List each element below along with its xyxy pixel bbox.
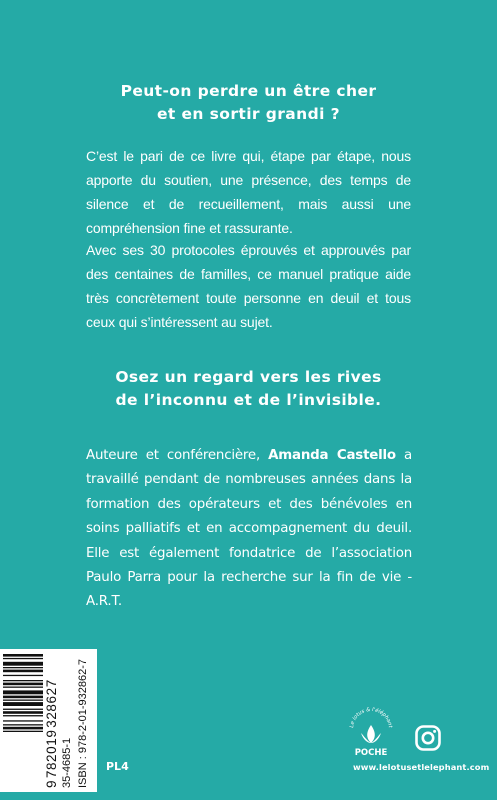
isbn-label: ISBN : 978-2-01-932862-7 [77,658,89,788]
publisher-label: POCHE [354,748,388,758]
publisher-arc-text: Le lotus & l'éléphant [349,706,393,729]
barcode-bars [3,653,43,787]
top-headline-line-2: et en sortir grandi ? [157,105,340,123]
barcode-code: 35-4685-1 [61,737,73,788]
intro-paragraph: C’est le pari de ce livre qui, étape par étape, nous apporte du soutien, une présence, des temps de silence et de recueillement, mais aussi une compréhension fine et rassurante. [86,148,411,236]
author-name: Amanda Castello [268,448,396,463]
lotus-icon [367,725,375,743]
middle-headline-line-1: Osez un regard vers les rives [115,368,382,386]
barcode-number: 9 782019 328627 [44,679,59,788]
middle-headline-line-2: de l’inconnu et de l’invisible. [115,391,382,409]
publisher-logo [345,703,397,759]
protocols-paragraph: Avec ses 30 protocoles éprouvés et approuvés par des centaines de familles, ce manuel pratique aide très concrètement toute personne en deuil et tous ceux qui s’intéressent au sujet. [86,242,411,330]
series-code: PL4 [106,760,129,773]
top-headline [0,80,497,126]
website-link[interactable]: www.lelotusetlelephant.com [353,762,490,772]
barcode-panel [0,649,97,792]
bio-text: a travaillé pendant de nombreuses années dans la formation des opérateurs et des bénévoles en soins palliatifs et en accompagnement du deuil. Elle est également fondatrice de l’association Paulo Parra pour la recherche sur la fin de vie - A.R.T. [86,448,412,610]
middle-headline [0,366,497,412]
bio-prefix: Auteure et conférencière, [86,448,269,463]
instagram-icon[interactable] [414,724,442,752]
top-headline-line-1: Peut-on perdre un être cher [120,82,377,100]
author-bio [86,444,412,615]
